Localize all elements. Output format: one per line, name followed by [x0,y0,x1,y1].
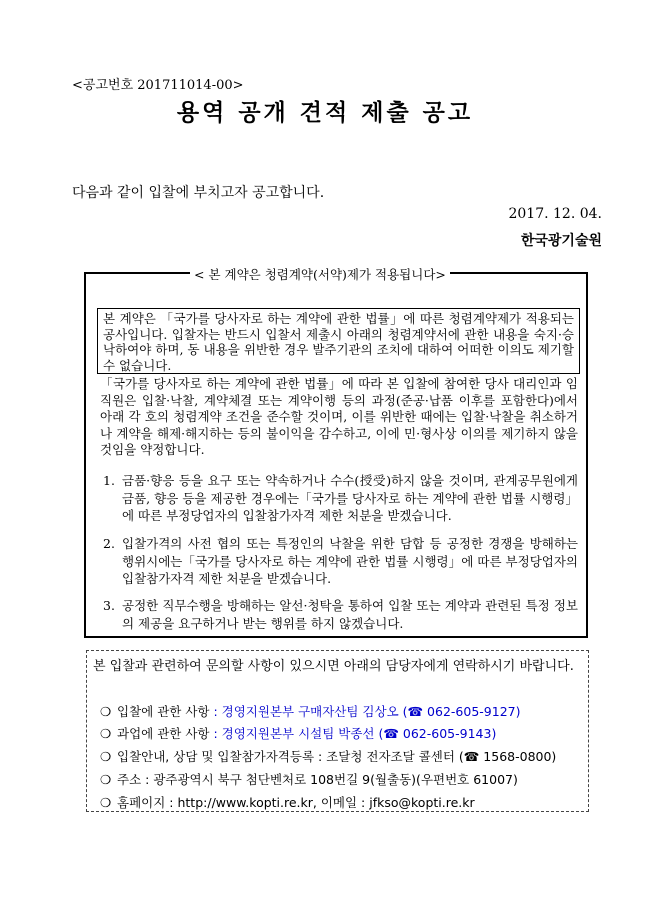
pledge-item-text: 공정한 직무수행을 방해하는 알선·청탁을 통하여 입찰 또는 계약과 관련된 특정 정보의 제공을 요구하거나 받는 행위를 하지 않겠습니다. [122,598,578,631]
contact-row-homepage [100,793,475,811]
contact-label: 입찰안내, 상담 및 입찰참가자격등록 [117,749,315,764]
contact-value: 조달청 전자조달 콜센터 (☎ 1568-0800) [326,749,557,764]
circle-bullet-icon: ❍ [100,749,112,764]
contact-row-procurement [100,747,556,765]
organization-name: 한국광기술원 [520,233,602,249]
pledge-item [103,472,578,525]
contact-separator: : [314,749,327,764]
contact-separator: : [141,772,154,787]
contact-label: 홈페이지 [117,795,166,810]
contact-value: http://www.kopti.re.kr, 이메일 : jfkso@kopti.re.kr [177,795,475,810]
circle-bullet-icon: ❍ [100,772,112,787]
pledge-item-text: 금품·향응 등을 요구 또는 약속하거나 수수(授受)하지 않을 것이며, 관계공무원에게 금품, 향응 등을 제공한 경우에는「국가를 당사자로 하는 계약에 관한 법률 시행령」에 따른 부정당업자의 입찰참가자격 제한 처분을 받겠습니다. [122,473,578,523]
circle-bullet-icon: ❍ [100,795,112,810]
contact-label: 주소 [117,772,142,787]
pledge-paragraph: 「국가를 당사자로 하는 계약에 관한 법률」에 따라 본 입찰에 참여한 당사 대리인과 임직원은 입찰·낙찰, 계약체결 또는 계약이행 등의 과정(준공·납품 이후를 포함한다)에서 아래 각 호의 청렴계약 조건을 준수할 것이며, 이를 위반한 때에는 입찰·낙찰을 취소하거나 계약을 해제·해지하는 등의 불이익을 감수하고, 이에 민·형사상 이의를 제기하지 않을 것임을 약정합니다. [100,376,578,457]
pledge-item-number: 3. [103,598,115,613]
circle-bullet-icon: ❍ [100,704,112,719]
contact-separator: : [209,704,222,719]
page-title: 용역 공개 견적 제출 공고 [176,100,474,126]
pledge-item [103,597,578,632]
contact-row-address [100,770,518,788]
contact-intro: 본 입찰과 관련하여 문의할 사항이 있으시면 아래의 담당자에게 연락하시기 바랍니다. [93,659,574,674]
circle-bullet-icon: ❍ [100,726,112,741]
contact-value: 경영지원본부 시설팀 박종선 (☎ 062-605-9143) [221,726,497,741]
pledge-item [103,535,578,588]
notice-number: <공고번호 201711014-00> [72,78,244,93]
pledge-caption: < 본 계약은 청렴계약(서약)제가 적용됩니다> [190,265,450,283]
contact-label: 과업에 관한 사항 [117,726,210,741]
pledge-item-number: 1. [103,473,115,488]
contact-value: 경영지원본부 구매자산팀 김상오 (☎ 062-605-9127) [221,704,521,719]
contact-row-task [100,724,496,742]
contact-row-bidding [100,702,520,720]
pledge-item-text: 입찰가격의 사전 협의 또는 특정인의 낙찰을 위한 담합 등 공정한 경쟁을 방해하는 행위시에는「국가를 당사자로 하는 계약에 관한 법률 시행령」에 따른 부정당업자의 입찰참가자격 제한 처분을 받겠습니다. [122,536,578,586]
notice-date: 2017. 12. 04. [508,206,602,222]
contact-label: 입찰에 관한 사항 [117,704,210,719]
pledge-summary-box: 본 계약은 「국가를 당사자로 하는 계약에 관한 법률」에 따른 청렴계약제가 적용되는 공사입니다. 입찰자는 반드시 입찰서 제출시 아래의 청렴계약서에 관한 내용을 숙지·승낙하여야 하며, 동 내용을 위반한 경우 발주기관의 조치에 대하여 어떠한 이의도 제기할 수 없습니다. [97,308,580,374]
pledge-item-number: 2. [103,536,115,551]
contact-separator: : [209,726,222,741]
intro-text: 다음과 같이 입찰에 부치고자 공고합니다. [72,185,325,201]
contact-separator: : [165,795,178,810]
contact-value: 광주광역시 북구 첨단벤처로 108번길 9(월출동)(우편번호 61007) [153,772,518,787]
